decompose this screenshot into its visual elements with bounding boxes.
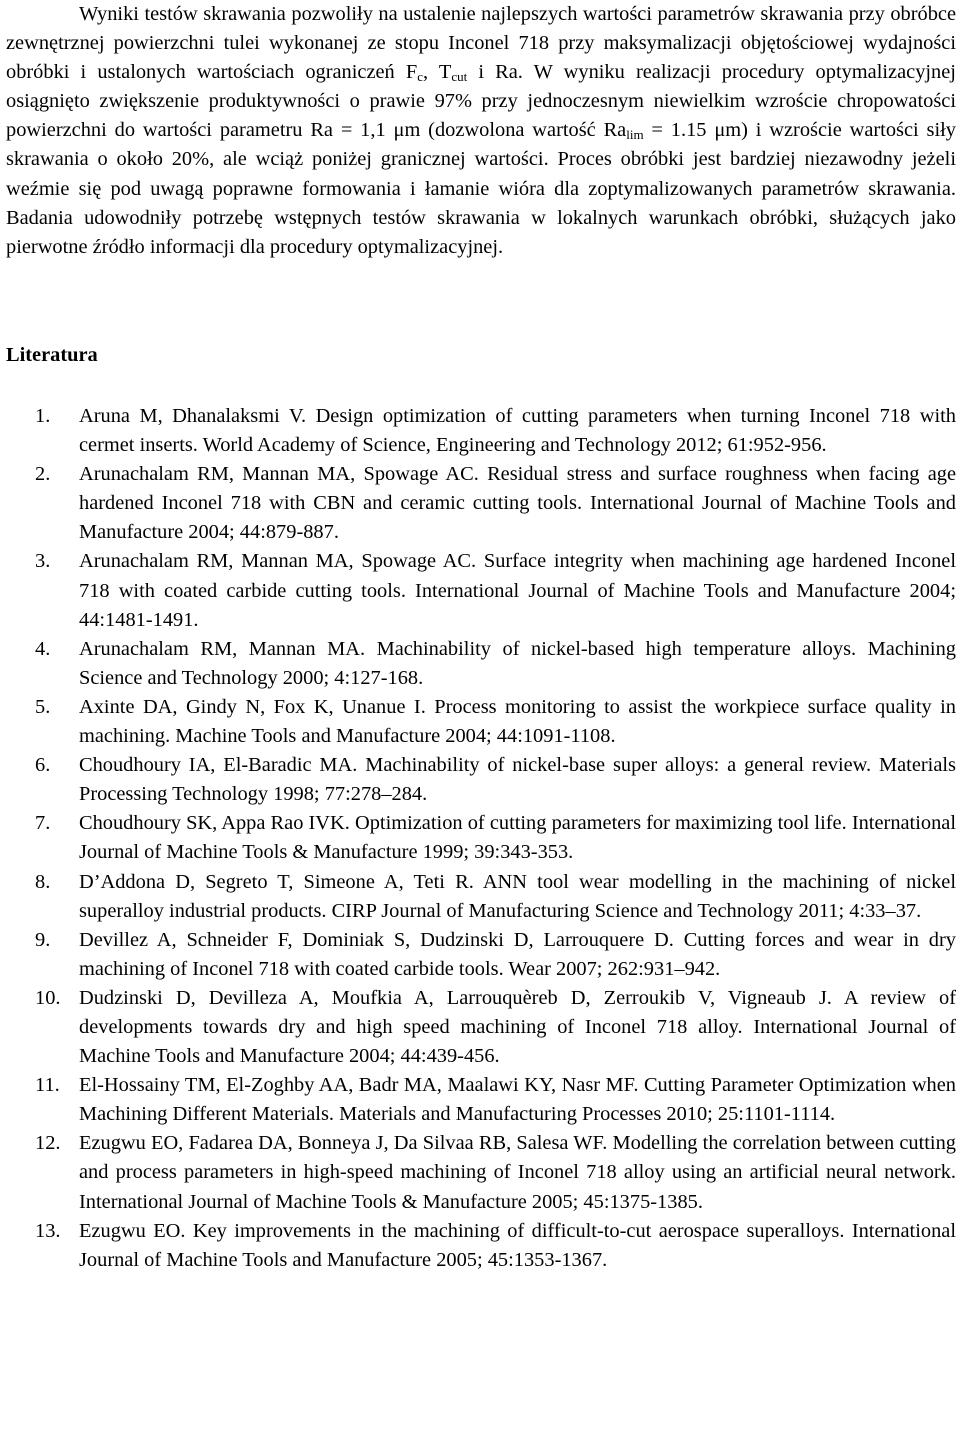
reference-item [6, 1129, 956, 1216]
conclusion-paragraph [6, 0, 956, 262]
reference-item [6, 751, 956, 809]
references-list [6, 402, 956, 1275]
reference-text: Choudhoury IA, El-Baradic MA. Machinability of nickel-base super alloys: a general review. Materials Processing Technology 1998; 77:278–284. [79, 754, 956, 806]
subscript-c: c [417, 69, 424, 85]
reference-item [6, 402, 956, 460]
reference-text: D’Addona D, Segreto T, Simeone A, Teti R. ANN tool wear modelling in the machining of nickel superalloy industrial products. CIRP Journal of Manufacturing Science and Technology 2011; 4:33–37. [79, 870, 956, 922]
reference-number: 11. [35, 1074, 60, 1097]
reference-number: 3. [35, 550, 51, 573]
paragraph-text: Wyniki testów skrawania pozwoliły na ustalenie najlepszych wartości parametrów skrawania przy obróbce zewnętrznej powierzchni tulei wykonanej ze stopu Inconel 718 przy maksymalizacji objętościowej wydajności obróbki i ustalonych wartościach ograniczeń F [6, 3, 956, 84]
reference-number: 4. [35, 637, 51, 660]
document-page [6, 0, 956, 1271]
reference-text: El-Hossainy TM, El-Zoghby AA, Badr MA, Maalawi KY, Nasr MF. Cutting Parameter Optimization when Machining Different Materials. Materials and Manufacturing Processes 2010; 25:1101-1114. [79, 1074, 956, 1126]
reference-text: Devillez A, Schneider F, Dominiak S, Dudzinski D, Larrouquere D. Cutting forces and wear in dry machining of Inconel 718 with coated carbide tools. Wear 2007; 262:931–942. [79, 928, 956, 980]
reference-number: 1. [35, 405, 51, 427]
reference-item [6, 868, 956, 926]
reference-text: Ezugwu EO. Key improvements in the machining of difficult-to-cut aerospace superalloys. International Journal of Machine Tools and Manufacture 2005; 45:1353-1367. [79, 1219, 956, 1271]
reference-item [6, 1071, 956, 1129]
subscript-cut: cut [451, 69, 468, 85]
reference-text: Arunachalam RM, Mannan MA, Spowage AC. Residual stress and surface roughness when facing age hardened Inconel 718 with CBN and ceramic cutting tools. International Journal of Machine Tools and Manufacture 2004; 44:879-887. [79, 463, 956, 544]
paragraph-text: , T [423, 61, 452, 84]
reference-item [6, 460, 956, 547]
reference-text: Aruna M, Dhanalaksmi V. Design optimization of cutting parameters when turning Inconel 718 with cermet inserts. World Academy of Science, Engineering and Technology 2012; 61:952-956. [79, 405, 956, 457]
reference-number: 8. [35, 870, 51, 893]
reference-number: 7. [35, 812, 51, 835]
reference-text: Arunachalam RM, Mannan MA, Spowage AC. Surface integrity when machining age hardened Inconel 718 with coated carbide cutting tools. International Journal of Machine Tools and Manufacture 2004; 44:1481-1491. [79, 550, 956, 631]
reference-text: Arunachalam RM, Mannan MA. Machinability of nickel-based high temperature alloys. Machining Science and Technology 2000; 4:127-168. [79, 637, 956, 689]
reference-text: Choudhoury SK, Appa Rao IVK. Optimization of cutting parameters for maximizing tool life. International Journal of Machine Tools & Manufacture 1999; 39:343-353. [79, 812, 956, 864]
reference-number: 10. [35, 986, 61, 1009]
reference-item [6, 635, 956, 693]
paragraph-text: i Ra. W wyniku realizacji procedury optymalizacyjnej osiągnięto zwiększenie produktywności o prawie 97% przy jednoczesnym niewielkim wzroście chropowatości powierzchni do wartości parametru Ra = 1,1 μm (dozwolona wartość Ra [6, 61, 956, 142]
reference-number: 12. [35, 1132, 61, 1155]
reference-item [6, 984, 956, 1071]
reference-number: 13. [35, 1219, 61, 1242]
references-heading: Literatura [6, 344, 98, 366]
reference-text: Dudzinski D, Devilleza A, Moufkia A, Larrouquèreb D, Zerroukib V, Vigneaub J. A review of developments towards dry and high speed machining of Inconel 718 alloy. International Journal of Machine Tools and Manufacture 2004; 44:439-456. [79, 986, 956, 1068]
reference-text: Axinte DA, Gindy N, Fox K, Unanue I. Process monitoring to assist the workpiece surface quality in machining. Machine Tools and Manufacture 2004; 44:1091-1108. [79, 695, 956, 748]
reference-item [6, 693, 956, 751]
reference-item [6, 547, 956, 634]
reference-number: 2. [35, 463, 51, 486]
reference-number: 9. [35, 928, 51, 951]
reference-item [6, 809, 956, 867]
reference-number: 6. [35, 754, 51, 777]
reference-number: 5. [35, 695, 51, 718]
subscript-lim: lim [626, 127, 644, 143]
reference-item [6, 926, 956, 984]
reference-text: Ezugwu EO, Fadarea DA, Bonneya J, Da Silvaa RB, Salesa WF. Modelling the correlation between cutting and process parameters in high-speed machining of Inconel 718 alloy using an artificial neural network. International Journal of Machine Tools & Manufacture 2005; 45:1375-1385. [79, 1132, 956, 1213]
reference-item [6, 1217, 956, 1275]
paragraph-text: = 1.15 μm) i wzroście wartości siły skrawania o około 20%, ale wciąż poniżej granicznej wartości. Proces obróbki jest bardziej niezawodny jeżeli weźmie się pod uwagą poprawne formowania i łamanie wióra dla zoptymalizowanych parametrów skrawania. Badania udowodniły potrzebę wstępnych testów skrawania w lokalnych warunkach obróbki, służących jako pierwotne źródło informacji dla procedury optymalizacyjnej. [6, 119, 956, 258]
